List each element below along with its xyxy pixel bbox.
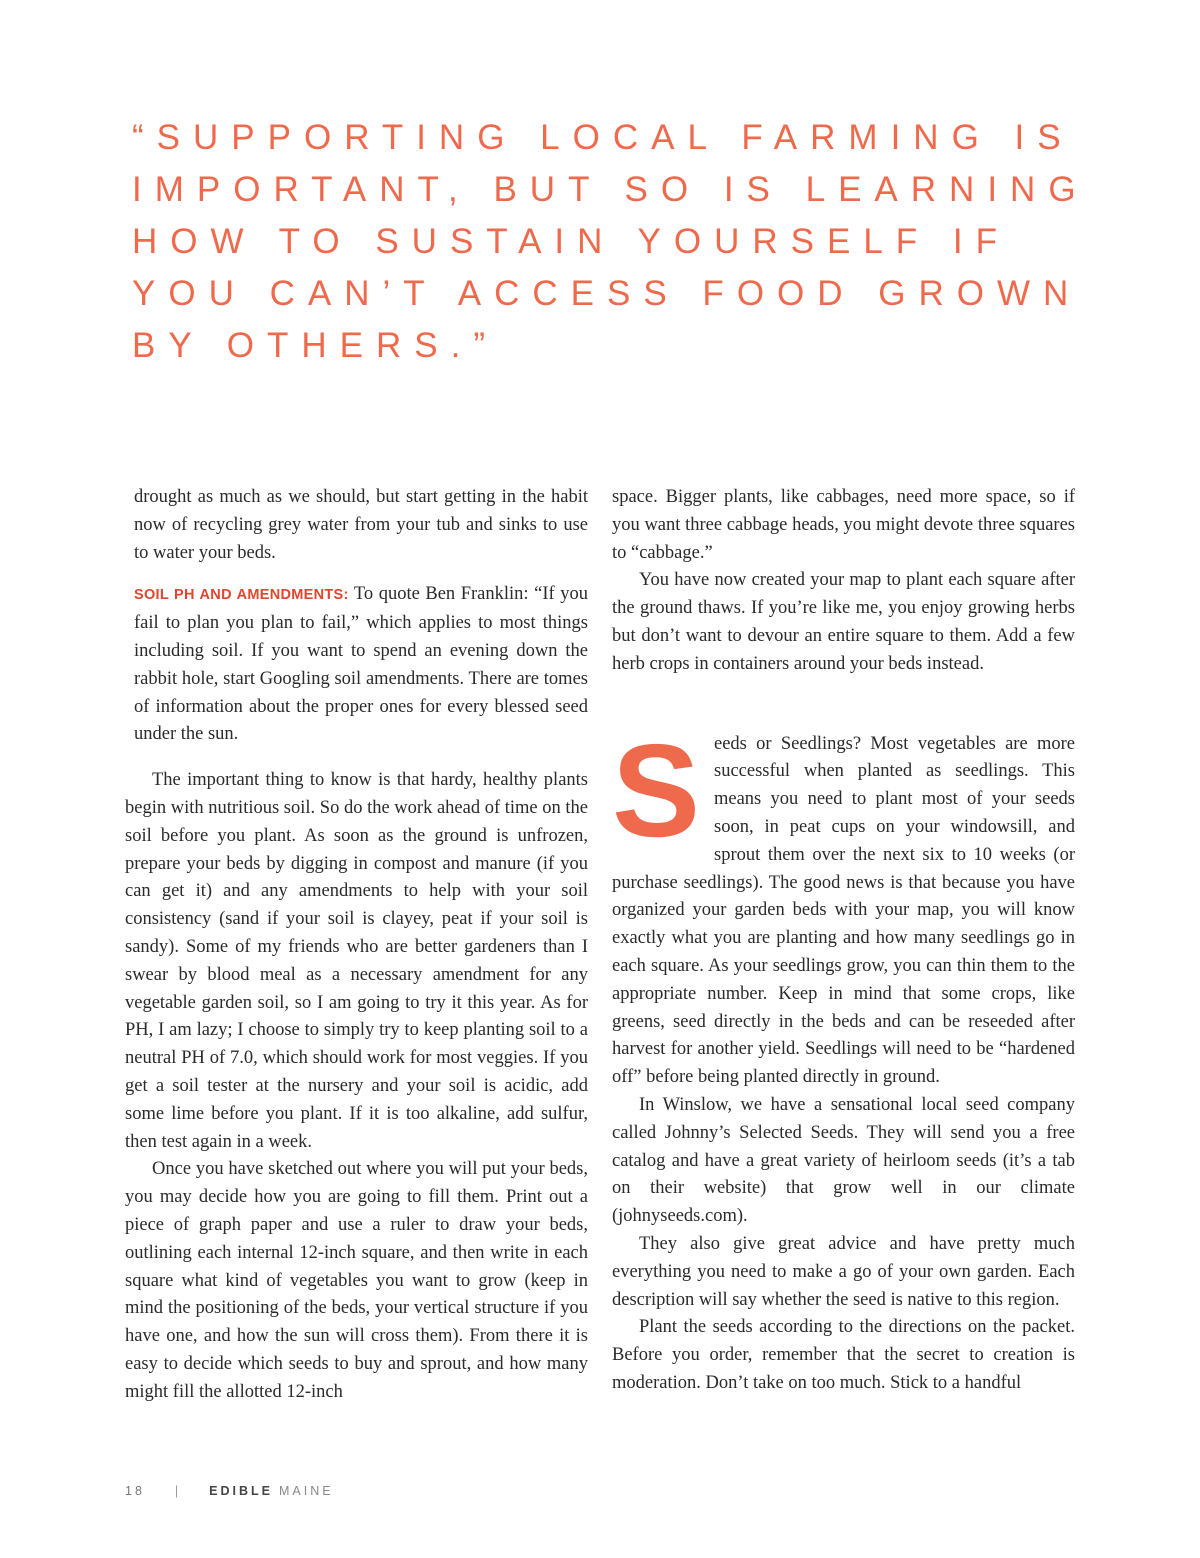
magazine-brand-maine: MAINE (279, 1484, 334, 1498)
magazine-brand-edible: EDIBLE (209, 1484, 273, 1498)
paragraph-map-plant: You have now created your map to plant each square after the ground thaws. If you’re like me, you enjoy growing herbs but don’t want to devour an entire square to them. Add a few herb crops in containers around your beds instead. (612, 570, 1075, 674)
paragraph-sketch-beds: Once you have sketched out where you will put your beds, you may decide how you are going to fill them. Print out a piece of graph paper and use a ruler to draw your beds, outlining each internal 12-inch square, and then write in each square what kind of vegetables you want to grow (keep in mind the positioning of the beds, your vertical structure if you have one, and how the sun will cross them). From there it is easy to decide which seeds to buy and sprout, and how many might fill the allotted 12-inch (125, 1159, 588, 1402)
paragraph-plant-seeds: Plant the seeds according to the directions on the packet. Before you order, remember that the secret to creation is moderation. Don’t take on too much. Stick to a handful (612, 1317, 1075, 1393)
pull-quote: “SUPPORTING LOCAL FARMING IS IMPORTANT, BUT SO IS LEARNING HOW TO SUSTAIN YOURSELF IF YOU CAN’T ACCESS FOOD GROWN BY OTHERS.” (132, 118, 1089, 365)
page-footer (125, 1484, 334, 1498)
paragraph-grey-water: drought as much as we should, but start getting in the habit now of recycling grey water from your tub and sinks to use to water your beds. (134, 487, 588, 563)
drop-cap-letter: S (612, 716, 701, 864)
paragraph-soil-ph (134, 581, 588, 749)
paragraph-seeds-text: eeds or Seedlings? Most vegetables are more successful when planted as seedlings. This means you need to plant most of your seeds soon, in peat cups on your windowsill, and sprout them over the next six to 10 weeks (or purchase seedlings). The good news is that because you have organized your garden beds with your map, you will know exactly what you are planting and how many seedlings go in each square. As your seedlings grow, you can thin them to the appropriate number. Keep in mind that some crops, like greens, seed directly in the beds and can be reseeded after harvest for another yield. Seedlings will need to be “hardened off” before being planted directly in ground. (612, 733, 1075, 1088)
paragraph-seeds-or-seedlings (612, 716, 1075, 1092)
left-column (125, 484, 588, 1407)
paragraph-great-advice: They also give great advice and have pretty much everything you need to make a go of your own garden. Each description will say whether the seed is native to this region. (612, 1233, 1075, 1310)
page-number: 18 (125, 1484, 145, 1498)
section-heading-soil-ph: SOIL PH AND AMENDMENTS: (134, 587, 349, 604)
paragraph-soil-ph-text: To quote Ben Franklin: “If you fail to plan you plan to fail,” which applies to most things including soil. If you want to spend an evening down the rabbit hole, start Googling soil amendments. There are tomes of information about the proper ones for every blessed seed under the sun. (134, 584, 588, 745)
footer-separator: | (174, 1484, 182, 1498)
left-intro-block (125, 484, 588, 749)
paragraph-winslow-seed-company: In Winslow, we have a sensational local seed company called Johnny’s Selected Seeds. They will send you a free catalog and have a great variety of heirloom seeds (it’s a tab on their website) that grow well in our climate (johnyseeds.com). (612, 1094, 1075, 1227)
right-column (612, 484, 1075, 1398)
paragraph-healthy-soil: The important thing to know is that hardy, healthy plants begin with nutritious soil. So do the work ahead of time on the soil before you plant. As soon as the ground is unfrozen, prepare your beds by digging in compost and manure (if you can get it) and any amendments to help with your soil consistency (sand if your soil is clayey, peat if your soil is sandy). Some of my friends who are better gardeners than I swear by blood meal as a necessary amendment for any vegetable garden soil, so I am going to try it this year. As for PH, I am lazy; I choose to simply try to keep planting soil to a neutral PH of 7.0, which should work for most veggies. If you get a soil tester at the nursery and your soil is acidic, add some lime before you plant. If it is too alkaline, add sulfur, then test again in a week. (125, 770, 588, 1152)
paragraph-cabbage-space: space. Bigger plants, like cabbages, need more space, so if you want three cabbage heads, you might devote three squares to “cabbage.” (612, 487, 1075, 563)
